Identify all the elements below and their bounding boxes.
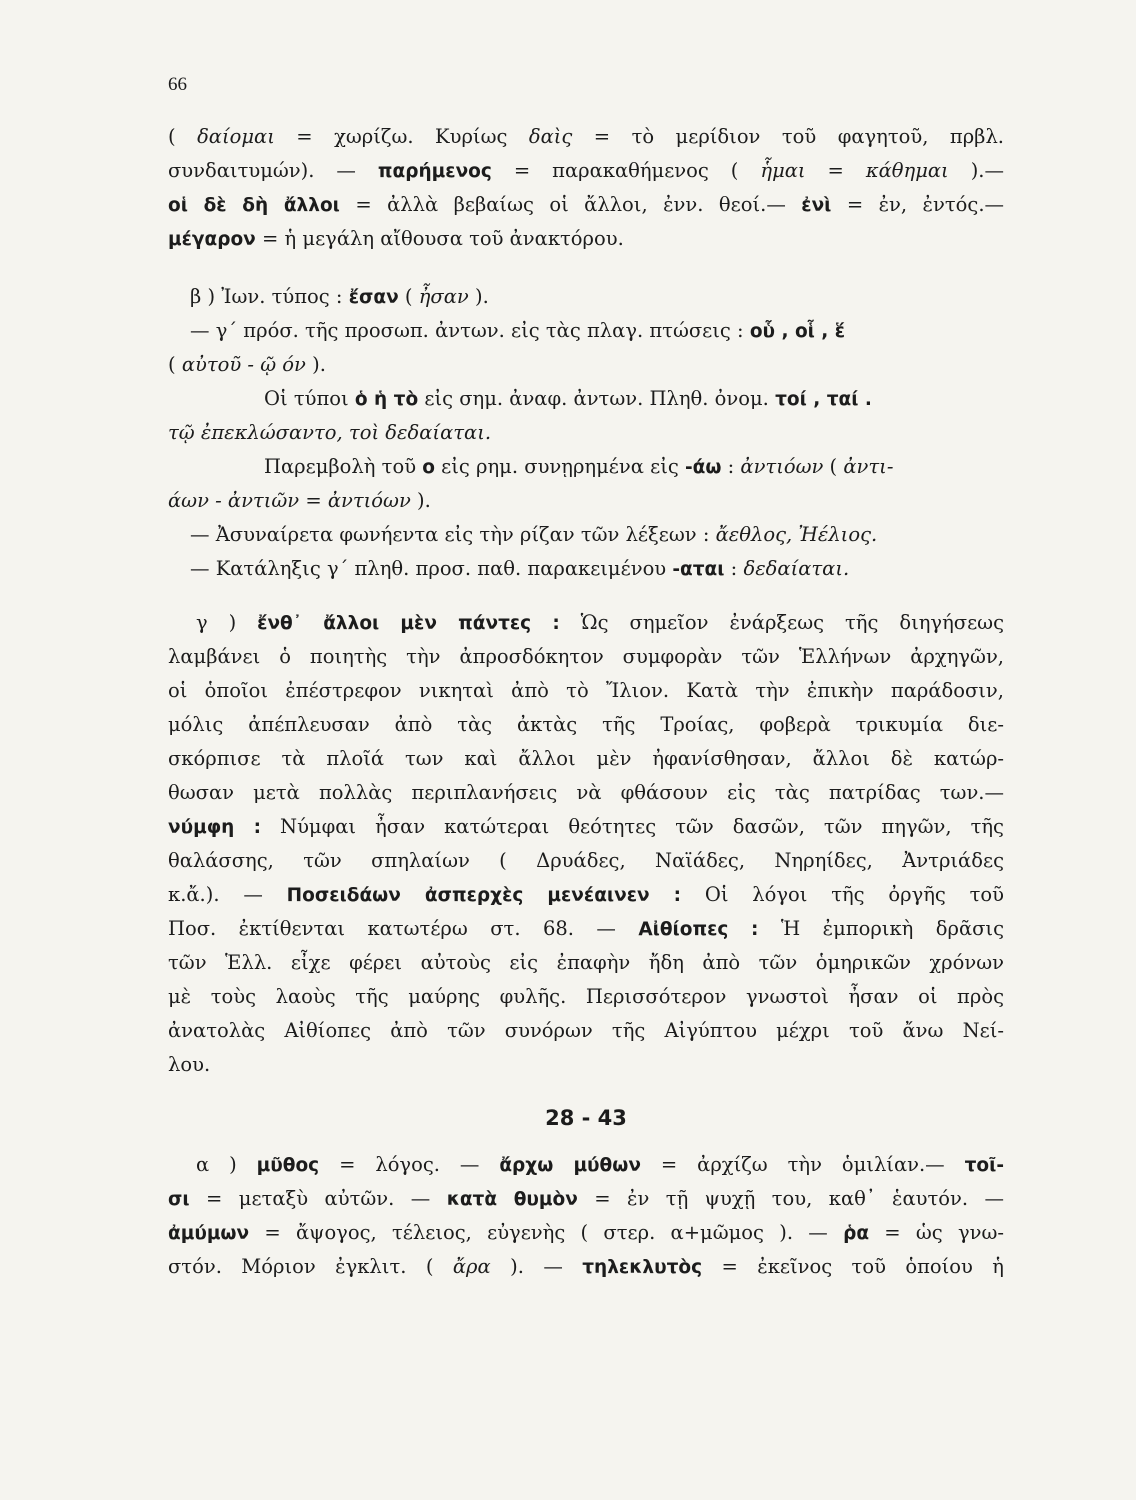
text-line: Ποσ. ἐκτίθενται κατωτέρω στ. 68. — Αἰθίοπες : Ἡ ἐμπορικὴ δρᾶσις bbox=[168, 917, 1004, 940]
text-line: λαμβάνει ὁ ποιητὴς τὴν ἀπροσδόκητον συμφορὰν τῶν Ἑλλήνων ἀρχηγῶν, bbox=[168, 645, 1004, 668]
text-line: κ.ἄ.). — Ποσειδάων ἀσπερχὲς μενέαινεν : Οἱ λόγοι τῆς ὀργῆς τοῦ bbox=[168, 883, 1004, 906]
text-line: στόν. Μόριον ἐγκλιτ. ( ἄρα ). — τηλεκλυτὸς = ἐκεῖνος τοῦ ὁποίου ἡ bbox=[168, 1255, 1004, 1278]
text-line: συνδαιτυμών). — παρήμενος = παρακαθήμενος ( ἧμαι = κάθημαι ).— bbox=[168, 159, 1004, 182]
text-line: οἱ ὁποῖοι ἐπέστρεφον νικηταὶ ἀπὸ τὸ Ἴλιον. Κατὰ τὴν ἐπικὴν παράδοσιν, bbox=[168, 679, 1004, 702]
text-line: — Ἀσυναίρετα φωνήεντα εἰς τὴν ρίζαν τῶν λέξεων : ἄεθλος, Ἠέλιος. bbox=[190, 523, 878, 546]
text-line: θαλάσσης, τῶν σπηλαίων ( Δρυάδες, Ναϊάδες, Νηρηίδες, Ἀντριάδες bbox=[168, 849, 1004, 872]
text-line: νύμφη : Νύμφαι ἦσαν κατώτεραι θεότητες τῶν δασῶν, τῶν πηγῶν, τῆς bbox=[168, 815, 1004, 838]
text-line: θωσαν μετὰ πολλὰς περιπλανήσεις νὰ φθάσουν εἰς τὰς πατρίδας των.— bbox=[168, 781, 1004, 804]
text-line: ( δαίομαι = χωρίζω. Κυρίως δαὶς = τὸ μερίδιον τοῦ φαγητοῦ, πρβλ. bbox=[168, 125, 1004, 148]
text-line: ( αὐτοῦ - ῷ όν ). bbox=[168, 353, 326, 376]
text-line: γ ) ἔνθ᾽ ἄλλοι μὲν πάντες : Ὡς σημεῖον ἐνάρξεως τῆς διηγήσεως bbox=[196, 611, 1004, 634]
text-line: σκόρπισε τὰ πλοῖά των καὶ ἄλλοι μὲν ἠφανίσθησαν, ἄλλοι δὲ κατώρ- bbox=[168, 747, 1004, 770]
text-line: Παρεμβολὴ τοῦ ο εἰς ρημ. συνῃρημένα εἰς -άω : ἀντιόων ( ἀντι- bbox=[264, 455, 894, 478]
text-line: Οἱ τύποι ὁ ἡ τὸ εἰς σημ. ἀναφ. ἀντων. Πληθ. ὀνομ. τοί , ταί . bbox=[264, 387, 872, 410]
body-text bbox=[168, 120, 1004, 1284]
text-line: β ) Ἰων. τύπος : ἔσαν ( ἦσαν ). bbox=[190, 285, 489, 308]
text-line: μὲ τοὺς λαοὺς τῆς μαύρης φυλῆς. Περισσότερον γνωστοὶ ἦσαν οἱ πρὸς bbox=[168, 985, 1004, 1008]
text-line: σι = μεταξὺ αὐτῶν. — κατὰ θυμὸν = ἐν τῇ ψυχῇ του, καθ᾽ ἑαυτόν. — bbox=[168, 1187, 1004, 1210]
text-line: — Κατάληξις γ΄ πληθ. προσ. παθ. παρακειμένου -αται : δεδαίαται. bbox=[190, 557, 850, 580]
text-line: τῶν Ἑλλ. εἶχε φέρει αὐτοὺς εἰς ἐπαφὴν ἤδη ἀπὸ τῶν ὁμηρικῶν χρόνων bbox=[168, 951, 1004, 974]
section-heading: 28 - 43 bbox=[545, 1106, 627, 1130]
text-line: μόλις ἀπέπλευσαν ἀπὸ τὰς ἀκτὰς τῆς Τροίας, φοβερὰ τρικυμία διε- bbox=[168, 713, 1004, 736]
text-line: ἀνατολὰς Αἰθίοπες ἀπὸ τῶν συνόρων τῆς Αἰγύπτου μέχρι τοῦ ἄνω Νεί- bbox=[168, 1019, 1004, 1042]
page-number: 66 bbox=[168, 74, 187, 95]
text-line: οἱ δὲ δὴ ἄλλοι = ἀλλὰ βεβαίως οἱ ἄλλοι, ἐνν. θεοί.— ἐνὶ = ἐν, ἐντός.— bbox=[168, 193, 1004, 216]
text-line: — γ΄ πρόσ. τῆς προσωπ. ἀντων. εἰς τὰς πλαγ. πτώσεις : οὗ , οἷ , ἕ bbox=[190, 319, 846, 342]
text-line: α ) μῦθος = λόγος. — ἄρχω μύθων = ἀρχίζω τὴν ὁμιλίαν.— τοῖ- bbox=[196, 1153, 1004, 1176]
text-line: λου. bbox=[168, 1053, 211, 1076]
text-line: μέγαρον = ἡ μεγάλη αἴθουσα τοῦ ἀνακτόρου. bbox=[168, 227, 624, 250]
text-line: ἀμύμων = ἄψογος, τέλειος, εὐγενὴς ( στερ. α+μῶμος ). — ῥα = ὡς γνω- bbox=[168, 1221, 1004, 1244]
text-line: άων - ἀντιῶν = ἀντιόων ). bbox=[168, 489, 431, 512]
text-line: τῷ ἐπεκλώσαντο, τοὶ δεδαίαται. bbox=[168, 421, 492, 444]
